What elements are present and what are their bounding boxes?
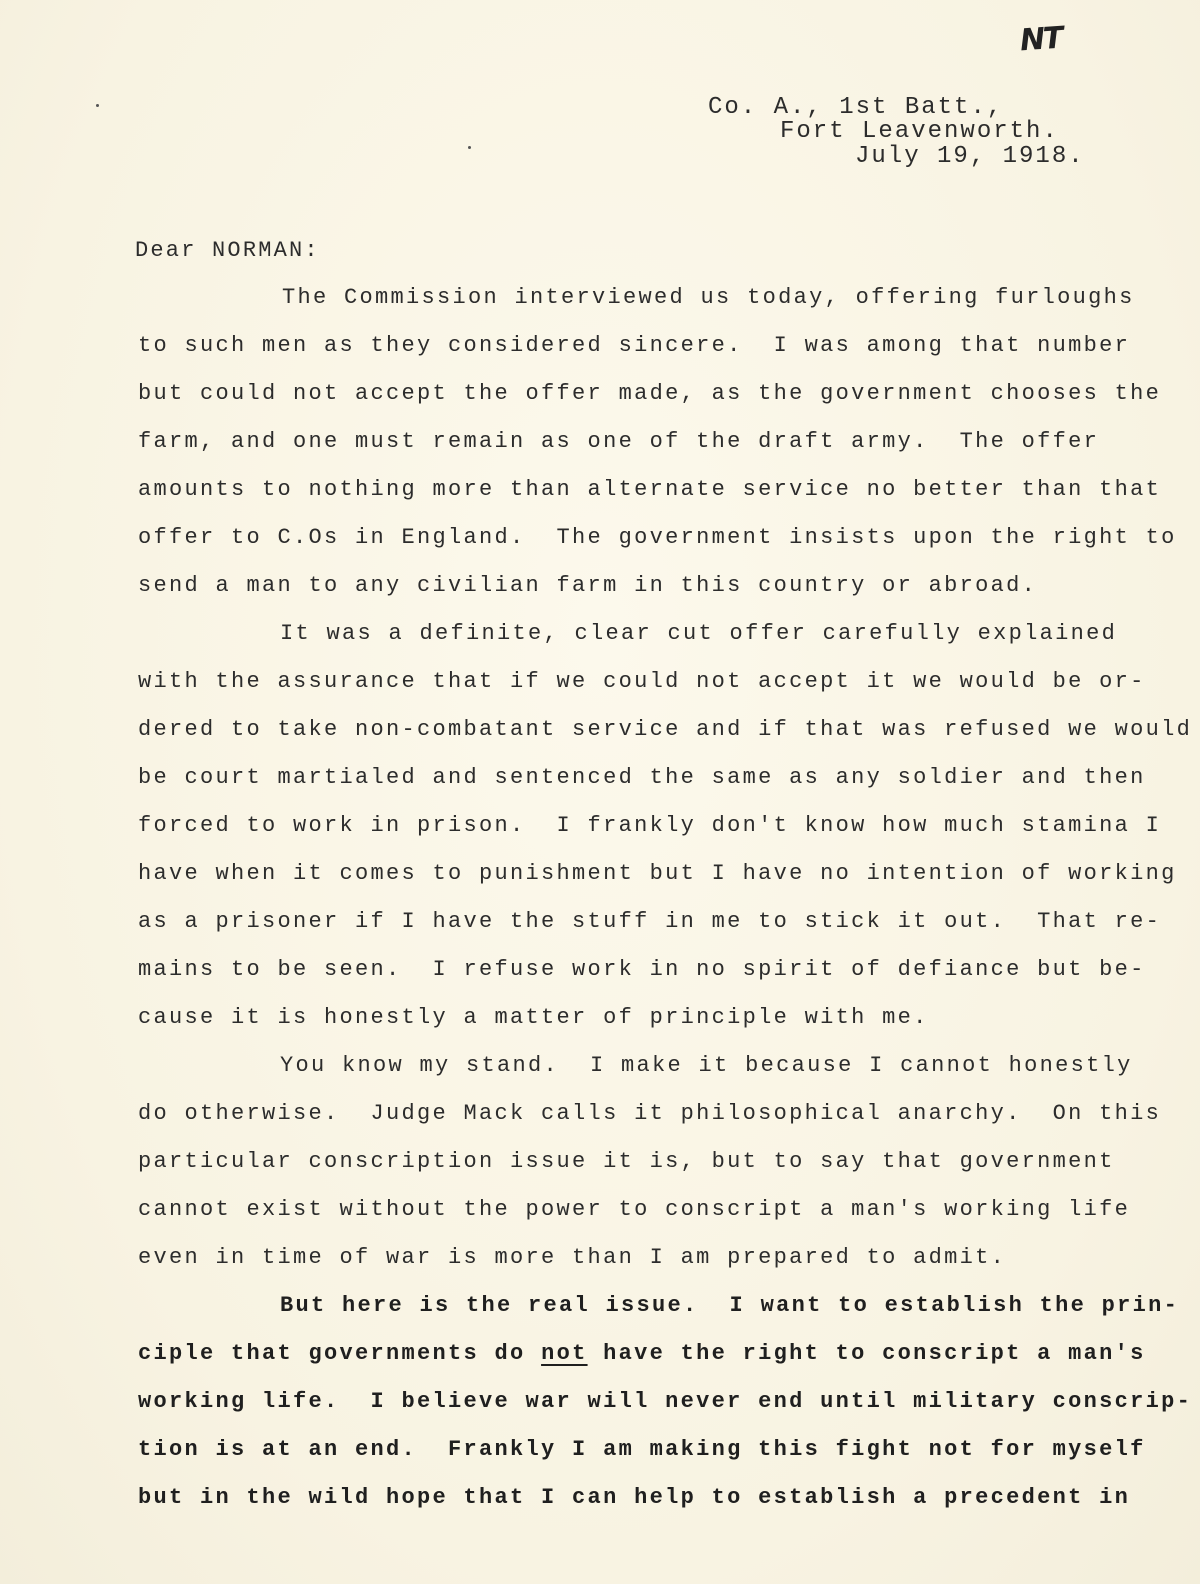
body-line: be court martialed and sentenced the same as any soldier and then [138,765,1146,790]
body-line: farm, and one must remain as one of the draft army. The offer [138,429,1100,454]
stray-mark [468,146,471,149]
body-line: cannot exist without the power to conscript a man's working life [138,1197,1131,1222]
body-line: cause it is honestly a matter of principle with me. [138,1005,929,1030]
body-line: offer to C.Os in England. The government insists upon the right to [138,525,1177,550]
body-line: But here is the real issue. I want to establish the prin- [280,1293,1180,1318]
header-location: Fort Leavenworth. [780,118,1059,145]
body-line: tion is at an end. Frankly I am making this fight not for myself [138,1437,1146,1462]
body-line: working life. I believe war will never end until military conscrip- [138,1389,1193,1414]
header-date: July 19, 1918. [855,143,1085,170]
body-line: particular conscription issue it is, but to say that government [138,1149,1115,1174]
body-line: mains to be seen. I refuse work in no spirit of defiance but be- [138,957,1146,982]
body-line: amounts to nothing more than alternate service no better than that [138,477,1162,502]
header-company: Co. A., 1st Batt., [708,94,1004,121]
body-text-segment: ciple that governments do [138,1341,542,1366]
body-line: do otherwise. Judge Mack calls it philosophical anarchy. On this [138,1101,1162,1126]
body-line: have when it comes to punishment but I have no intention of working [138,861,1177,886]
body-line: It was a definite, clear cut offer carefully explained [280,621,1118,646]
body-line: but could not accept the offer made, as the government chooses the [138,381,1162,406]
handwritten-annotation: NT [1018,20,1063,59]
body-line: to such men as they considered sincere. I was among that number [138,333,1131,358]
stray-mark [96,104,99,107]
body-line: forced to work in prison. I frankly don't know how much stamina I [138,813,1162,838]
body-line: send a man to any civilian farm in this country or abroad. [138,573,1038,598]
body-line: as a prisoner if I have the stuff in me to stick it out. That re- [138,909,1162,934]
body-line: dered to take non-combatant service and if that was refused we would [138,717,1193,742]
body-line: but in the wild hope that I can help to establish a precedent in [138,1485,1131,1510]
body-line: You know my stand. I make it because I cannot honestly [280,1053,1133,1078]
body-line-underlined [138,1343,1146,1365]
salutation: Dear NORMAN: [135,238,320,263]
body-line: with the assurance that if we could not accept it we would be or- [138,669,1146,694]
underlined-word: not [541,1341,588,1366]
body-line: The Commission interviewed us today, offering furloughs [282,285,1135,310]
body-line: even in time of war is more than I am prepared to admit. [138,1245,1007,1270]
body-text-segment: have the right to conscript a man's [587,1341,1146,1366]
